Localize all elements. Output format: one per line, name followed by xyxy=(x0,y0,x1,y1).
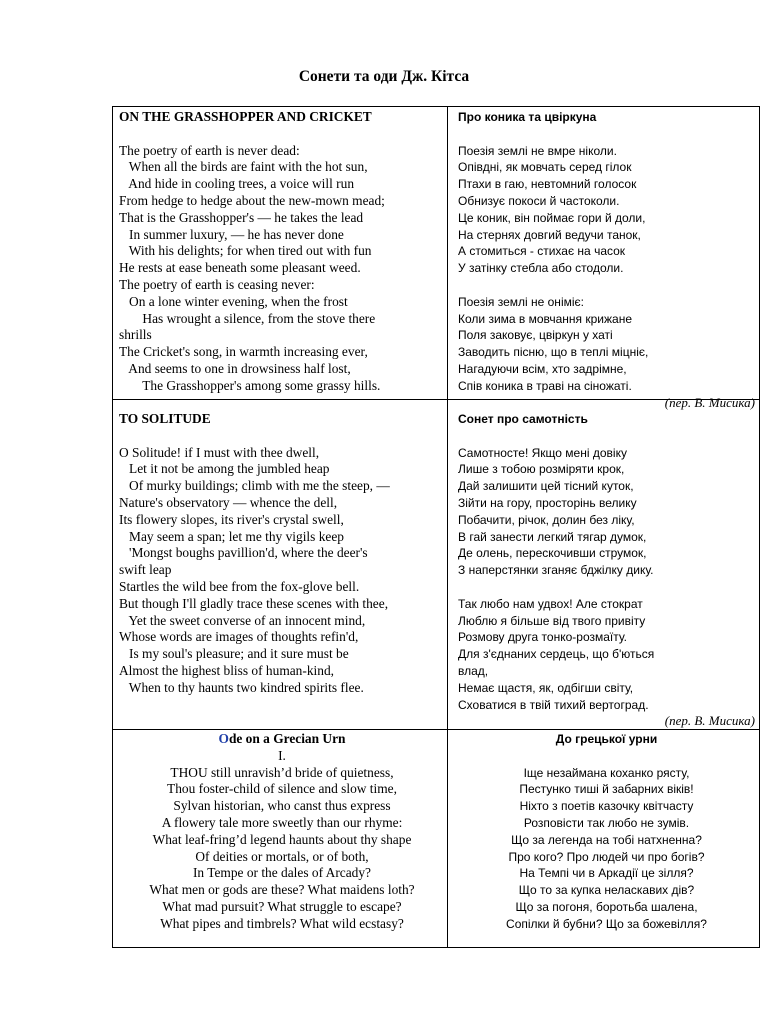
poem-line: On a lone winter evening, when the frost xyxy=(119,293,348,309)
poem-line: Про кого? Про людей чи про богів? xyxy=(508,849,705,864)
poem-line: What men or gods are these? What maidens loth? xyxy=(149,882,415,898)
poem-line: На Темпі чи в Аркадії це зілля? xyxy=(519,866,694,881)
poem-title xyxy=(119,731,445,748)
poem-line: From hedge to hedge about the new-mown mead; xyxy=(119,192,385,208)
grasshopper-english-cell xyxy=(119,109,445,395)
poem-line: Thou foster-child of silence and slow time, xyxy=(167,781,397,797)
poem-line: Поезія землі не оніміє: xyxy=(458,294,584,309)
poem-title-rest: de on a Grecian Urn xyxy=(228,731,346,746)
poem-title-initial: O xyxy=(218,731,229,746)
poem-line: shrills xyxy=(119,327,152,343)
poem-line: На стернях довгий ведучи танок, xyxy=(458,227,641,242)
poem-line: Лише з тобою розміряти крок, xyxy=(458,462,625,477)
poem-line: Поля заковує, цвіркун у хаті xyxy=(458,328,613,343)
poem-line: Startles the wild bee from the fox-glove bell. xyxy=(119,578,360,594)
poem-line: In summer luxury, — he has never done xyxy=(119,226,344,242)
poem-line: When all the birds are faint with the hot sun, xyxy=(119,159,368,175)
poem-line: He rests at ease beneath some pleasant weed. xyxy=(119,260,361,276)
poem-line: Дай залишити цей тісний куток, xyxy=(458,479,634,494)
translator-credit: (пер. В. Мисика) xyxy=(664,394,755,410)
poem-line: O Solitude! if I must with thee dwell, xyxy=(119,444,320,460)
poem-line: Nature's observatory — whence the dell, xyxy=(119,494,338,510)
poem-line: У затінку стебла або стодоли. xyxy=(458,261,624,276)
poem-line: The poetry of earth is never dead: xyxy=(119,142,300,158)
poem-text xyxy=(119,445,445,697)
poem-line: 'Mongst boughs pavillion'd, where the deer's xyxy=(119,545,368,561)
column-divider xyxy=(447,107,448,947)
poem-table xyxy=(112,106,760,948)
poem-line: Sylvan historian, who canst thus express xyxy=(173,798,391,814)
poem-line: Зійти на гору, просторінь велику xyxy=(458,495,637,510)
poem-line: Що за легенда на тобі натхненна? xyxy=(511,832,702,847)
poem-line: Нагадуючи всім, хто задрімне, xyxy=(458,361,627,376)
poem-line: The Grasshopper's among some grassy hills. xyxy=(119,377,381,393)
poem-line: Спів коника в траві на сіножаті. xyxy=(458,378,632,393)
poem-line: Немає щастя, як, одбігши світу, xyxy=(458,680,634,695)
poem-line: But though I'll gladly trace these scenes with thee, xyxy=(119,595,389,611)
solitude-english-cell xyxy=(119,411,445,697)
poem-line: З наперстянки зганяє бджілку дику. xyxy=(458,563,654,578)
poem-line: Its flowery slopes, its river's crystal swell, xyxy=(119,511,344,527)
poem-line: Люблю я більше від твого привіту xyxy=(458,613,646,628)
poem-line: The poetry of earth is ceasing never: xyxy=(119,276,315,292)
poem-line: The Cricket's song, in warmth increasing ever, xyxy=(119,344,368,360)
poem-line: THOU still unravish’d bride of quietness, xyxy=(170,764,394,780)
poem-line: swift leap xyxy=(119,562,172,578)
urn-ukrainian-cell xyxy=(458,731,755,933)
translator-credit: (пер. В. Мисика) xyxy=(664,713,755,729)
poem-title: ON THE GRASSHOPPER AND CRICKET xyxy=(119,109,372,124)
poem-line: What pipes and timbrels? What wild ecstasy? xyxy=(160,915,404,931)
poem-line: Whose words are images of thoughts refin'd, xyxy=(119,629,359,645)
poem-line: When to thy haunts two kindred spirits flee. xyxy=(119,679,364,695)
stanza-break xyxy=(458,579,755,596)
urn-english-cell xyxy=(119,731,445,933)
poem-line: Це коник, він поймає гори й доли, xyxy=(458,210,646,225)
poem-line: Is my soul's pleasure; and it sure must be xyxy=(119,646,349,662)
stanza-numeral: I. xyxy=(278,747,286,763)
poem-line: In Tempe or the dales of Arcady? xyxy=(192,865,372,881)
poem-title: До грецької урни xyxy=(555,732,658,746)
poem-title: Про коника та цвіркуна xyxy=(458,110,597,124)
poem-line: Опівдні, як мовчать серед гілок xyxy=(458,160,632,175)
poem-line: Коли зима в мовчання крижане xyxy=(458,311,633,326)
poem-line: Has wrought a silence, from the stove there xyxy=(119,310,376,326)
poem-line: A flowery tale more sweetly than our rhyme: xyxy=(161,814,403,830)
poem-title: TO SOLITUDE xyxy=(119,411,211,426)
poem-line: Пестунко тиші й забарних віків! xyxy=(519,782,694,797)
poem-line: Поезія землі не вмре ніколи. xyxy=(458,143,617,158)
poem-line: Of deities or mortals, or of both, xyxy=(195,848,369,864)
poem-line: Заводить пісню, що в теплі міцніє, xyxy=(458,345,649,360)
poem-line: Ніхто з поетів казочку квітчасту xyxy=(519,799,694,814)
poem-line: Що за погоня, боротьба шалена, xyxy=(515,899,698,914)
solitude-ukrainian-cell xyxy=(458,411,755,730)
poem-line: What leaf-fring’d legend haunts about thy shape xyxy=(152,831,412,847)
poem-line: Розповісти так любо не зумів. xyxy=(523,815,690,830)
poem-line: Так любо нам удвох! Але стократ xyxy=(458,596,643,611)
poem-line: With his delights; for when tired out with fun xyxy=(119,243,372,259)
poem-text xyxy=(458,143,755,395)
page-title: Сонети та оди Дж. Кітса xyxy=(298,68,470,85)
poem-line: Let it not be among the jumbled heap xyxy=(119,461,330,477)
poem-line: Для з'єднаних сердець, що б'ються xyxy=(458,647,655,662)
poem-line: Птахи в гаю, невтомний голосок xyxy=(458,177,637,192)
poem-line: May seem a span; let me thy vigils keep xyxy=(119,528,344,544)
poem-text xyxy=(119,765,445,933)
poem-text xyxy=(458,445,755,714)
poem-line: And seems to one in drowsiness half lost, xyxy=(119,360,351,376)
poem-line: А стомиться - стихає на часок xyxy=(458,244,626,259)
poem-line: Обнизує покоси й частоколи. xyxy=(458,193,620,208)
poem-line: What mad pursuit? What struggle to escape? xyxy=(162,898,402,914)
poem-line: That is the Grasshopper's — he takes the lead xyxy=(119,209,364,225)
poem-line: Of murky buildings; climb with me the steep, — xyxy=(119,478,390,494)
poem-line: And hide in cooling trees, a voice will run xyxy=(119,176,355,192)
poem-line: влад, xyxy=(458,663,489,678)
poem-line: Де олень, перескочивши струмок, xyxy=(458,546,647,561)
poem-line: Самотносте! Якщо мені довіку xyxy=(458,445,627,460)
poem-line: В гай занести легкий тягар думок, xyxy=(458,529,647,544)
poem-line: Що то за купка неласкавих дів? xyxy=(518,883,695,898)
poem-line: Yet the sweet converse of an innocent mind, xyxy=(119,612,366,628)
poem-line: Сопілки й бубни? Що за божевілля? xyxy=(506,916,707,931)
poem-line: Розмову друга тонко-розмаїту. xyxy=(458,630,628,645)
poem-title: Сонет про самотність xyxy=(458,412,588,426)
poem-line: Сховатися в твій тихий вертоград. xyxy=(458,697,649,712)
poem-line: Побачити, річок, долин без ліку, xyxy=(458,512,635,527)
poem-line: Almost the highest bliss of human-kind, xyxy=(119,662,334,678)
stanza-break xyxy=(458,277,755,294)
poem-text xyxy=(458,765,755,933)
grasshopper-ukrainian-cell xyxy=(458,109,755,411)
poem-text xyxy=(119,143,445,395)
poem-line: Іще незаймана коханко рясту, xyxy=(523,765,690,780)
